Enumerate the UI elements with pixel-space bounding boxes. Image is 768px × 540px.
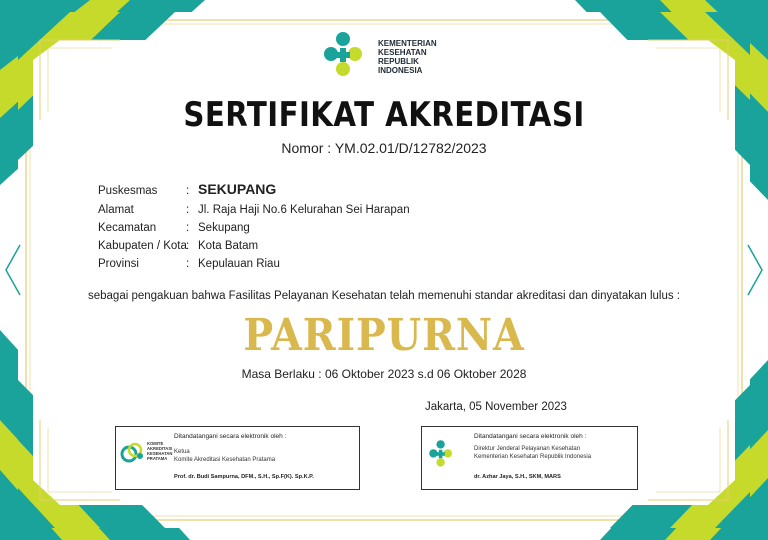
signatory-name: dr. Azhar Jaya, S.H., SKM, MARS bbox=[474, 474, 561, 480]
detail-row-alamat bbox=[98, 204, 410, 216]
ministry-name: KEMENTERIAN KESEHATAN REPUBLIK INDONESIA bbox=[378, 39, 437, 75]
signatory-name: Prof. dr. Budi Sampurna, DFM., S.H., Sp.F(K). Sp.K.P. bbox=[174, 474, 314, 480]
detail-value: Kota Batam bbox=[198, 240, 259, 252]
detail-separator: : bbox=[186, 185, 190, 197]
ministry-logo-icon bbox=[428, 439, 458, 469]
detail-value: SEKUPANG bbox=[198, 181, 277, 197]
committee-logo-icon bbox=[120, 441, 146, 463]
signatory-role: Direktur Jenderal Pelayanan Kesehatan Kementerian Kesehatan Republik Indonesia bbox=[474, 446, 592, 460]
accreditation-statement: sebagai pengakuan bahwa Fasilitas Pelayanan Kesehatan telah memenuhi standar akreditasi dan dinyatakan lulus : bbox=[87, 290, 680, 302]
detail-row-puskesmas bbox=[98, 181, 276, 197]
certificate-title: SERTIFIKAT AKREDITASI bbox=[183, 95, 585, 135]
accreditation-status: PARIPURNA bbox=[243, 310, 525, 361]
certificate-number: Nomor : YM.02.01/D/12782/2023 bbox=[281, 140, 487, 156]
detail-value: Kepulauan Riau bbox=[198, 258, 280, 270]
detail-separator: : bbox=[186, 204, 190, 216]
detail-separator: : bbox=[186, 240, 190, 252]
validity-period: Masa Berlaku : 06 Oktober 2023 s.d 06 Oktober 2028 bbox=[241, 367, 527, 381]
signature-heading: Ditandatangani secara elektronik oleh : bbox=[174, 433, 287, 440]
detail-row-kecamatan bbox=[98, 222, 250, 234]
ministry-logo-icon bbox=[322, 30, 372, 80]
detail-value: Sekupang bbox=[198, 222, 250, 234]
detail-row-provinsi bbox=[98, 258, 280, 270]
detail-label: Provinsi bbox=[98, 258, 139, 270]
signature-heading: Ditandatangani secara elektronik oleh : bbox=[474, 433, 587, 440]
detail-label: Kecamatan bbox=[98, 222, 157, 234]
signatory-role: Ketua Komite Akreditasi Kesehatan Pratama bbox=[174, 449, 276, 463]
detail-label: Alamat bbox=[98, 204, 134, 216]
detail-value: Jl. Raja Haji No.6 Kelurahan Sei Harapan bbox=[198, 204, 410, 216]
detail-label: Puskesmas bbox=[98, 185, 158, 197]
place-date: Jakarta, 05 November 2023 bbox=[425, 401, 567, 413]
detail-label: Kabupaten / Kota bbox=[98, 240, 187, 252]
detail-separator: : bbox=[186, 258, 190, 270]
signature-box-committee bbox=[115, 426, 360, 490]
detail-row-kabupaten-kota bbox=[98, 240, 258, 252]
committee-logo-text: KOMITE AKREDITASI KESEHATAN PRATAMA bbox=[147, 441, 173, 461]
detail-separator: : bbox=[186, 222, 190, 234]
signature-box-ministry bbox=[421, 426, 638, 490]
